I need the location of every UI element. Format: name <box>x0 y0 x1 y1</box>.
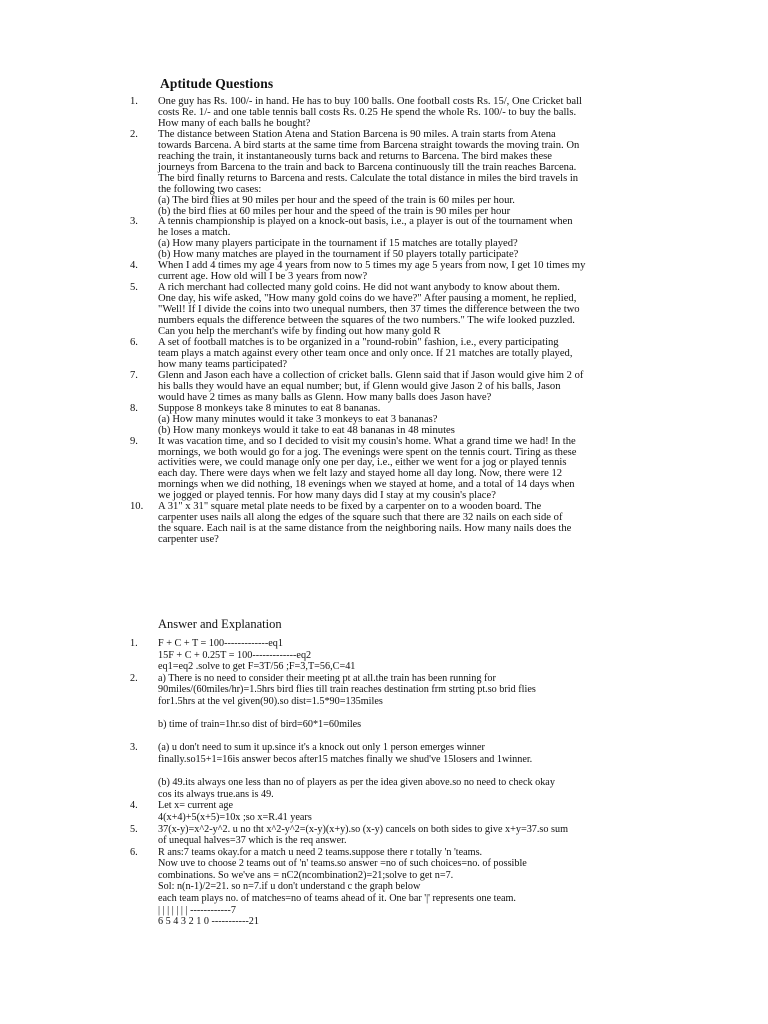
question-item-text <box>158 502 658 546</box>
text-line: 90miles/(60miles/hr)=1.5hrs bird flies till train reaches destination frm strting pt.so brid flies <box>158 684 536 696</box>
answer-item-number: 3. <box>130 742 138 754</box>
text-line: R ans:7 teams okay.for a match u need 2 teams.suppose there r totally 'n 'teams. <box>158 846 483 858</box>
question-item-text <box>158 404 658 437</box>
text-line: One guy has Rs. 100/- in hand. He has to buy 100 balls. One football costs Rs. 15/, One Cricket ball <box>158 96 582 107</box>
text-line: Now uve to choose 2 teams out of 'n' teams.so answer =no of such choices=no. of possible <box>158 858 527 870</box>
question-item <box>130 97 658 130</box>
question-item-number: 1. <box>130 96 138 107</box>
text-line: (a) The bird flies at 90 miles per hour and the speed of the train is 60 miles per hour. <box>158 194 515 206</box>
answer-item <box>130 742 658 800</box>
document-title: Aptitude Questions <box>160 76 274 91</box>
text-line: (a) How many players participate in the tournament if 15 matches are totally played? <box>158 238 518 250</box>
text-line: team plays a match against every other team once and only once. If 21 matches are totally played, <box>158 347 573 359</box>
text-line: numbers equals the difference between the squares of the two numbers." The wife looked puzzled. <box>158 315 575 327</box>
text-line: how many teams participated? <box>158 358 288 370</box>
question-item <box>130 130 658 218</box>
text-line: A rich merchant had collected many gold coins. He did not want anybody to know about them. <box>158 282 560 294</box>
text-line: of unequal halves=37 which is the req answer. <box>158 835 347 847</box>
question-item-number: 8. <box>130 402 138 414</box>
answer-item-number: 4. <box>130 800 138 812</box>
text-line: finally.so15+1=16is answer becos after15 matches finally we shud've 15losers and 1winner. <box>158 753 533 765</box>
answer-item-text <box>158 800 658 823</box>
question-item-text <box>158 97 658 130</box>
questions-list <box>130 97 658 546</box>
question-item-text <box>158 130 658 218</box>
text-line: 37(x-y)=x^2-y^2. u no tht x^2-y^2=(x-y)(x+y).so (x-y) cancels on both sides to give x+y=37.so sum <box>158 823 569 835</box>
text-line: carpenter use? <box>158 534 219 546</box>
answer-item <box>130 824 658 847</box>
text-line: A set of football matches is to be organized in a "round-robin" fashion, i.e., every participating <box>158 336 559 348</box>
text-line: It was vacation time, and so I decided to visit my cousin's home. What a grand time we had! In the <box>158 435 576 447</box>
text-line: | | | | | | | ------------7 <box>158 904 236 916</box>
text-line: (b) How many monkeys would it take to eat 48 bananas in 48 minutes <box>158 424 455 436</box>
question-item <box>130 371 658 404</box>
question-item-number: 7. <box>130 369 138 381</box>
question-item <box>130 404 658 437</box>
question-item <box>130 338 658 371</box>
text-line: (b) How many matches are played in the tournament if 50 players totally participate? <box>158 249 519 261</box>
text-line: 4(x+4)+5(x+5)=10x ;so x=R.41 years <box>158 811 312 823</box>
answer-item-number: 5. <box>130 823 138 835</box>
text-line: (b) the bird flies at 60 miles per hour and the speed of the train is 90 miles per hour <box>158 205 511 217</box>
question-item <box>130 437 658 503</box>
text-line: would have 2 times as many balls as Glenn. How many balls does Jason have? <box>158 391 492 403</box>
text-line: (b) 49.its always one less than no of players as per the idea given above.so no need to check okay <box>158 777 555 789</box>
question-item-text <box>158 437 658 503</box>
text-line: each day. There were days when we felt lazy and stayed home all day long. Now, there were 12 <box>158 468 563 480</box>
text-line: Let x= current age <box>158 800 234 812</box>
question-item <box>130 502 658 546</box>
text-line: activities were, we could manage only one per day, i.e., either we went for a jog or played tennis <box>158 457 567 469</box>
text-line: (a) u don't need to sum it up.since it's a knock out only 1 person emerges winner <box>158 742 485 754</box>
answer-item <box>130 638 658 673</box>
text-line: Suppose 8 monkeys take 8 minutes to eat 8 bananas. <box>158 402 381 414</box>
text-line: a) There is no need to consider their meeting pt at all.the train has been running for <box>158 672 496 684</box>
answers-list <box>130 638 658 928</box>
text-line: 6 5 4 3 2 1 0 -----------21 <box>158 916 259 928</box>
text-line: b) time of train=1hr.so dist of bird=60*1=60miles <box>158 719 362 731</box>
text-line: mornings when we did nothing, 18 evenings when we stayed at home, and a total of 14 days when <box>158 479 575 491</box>
text-line: combinations. So we've ans = nC2(ncombination2)=21;solve to get n=7. <box>158 869 454 881</box>
text-line: One day, his wife asked, "How many gold coins do we have?" After pausing a moment, he replied, <box>158 293 577 305</box>
text-line: towards Barcena. A bird starts at the same time from Barcena straight towards the moving train. On <box>158 139 580 151</box>
question-item-number: 9. <box>130 435 138 447</box>
question-item-number: 4. <box>130 260 138 272</box>
answer-item-number: 1. <box>130 638 138 649</box>
text-line: 15F + C + 0.25T = 100-------------eq2 <box>158 649 312 661</box>
question-item <box>130 283 658 338</box>
text-line: The bird finally returns to Barcena and rests. Calculate the total distance in miles the bird travels in <box>158 172 579 184</box>
text-line: F + C + T = 100-------------eq1 <box>158 638 283 649</box>
text-line: When I add 4 times my age 4 years from now to 5 times my age 5 years from now, I get 10 times my <box>158 260 586 272</box>
answer-item-number: 2. <box>130 672 138 684</box>
question-item <box>130 217 658 261</box>
text-line: A 31" x 31" square metal plate needs to be fixed by a carpenter on to a wooden board. The <box>158 501 542 513</box>
text-line: the following two cases: <box>158 183 262 195</box>
answer-item-text <box>158 638 658 673</box>
question-item-text <box>158 217 658 261</box>
text-line: his balls they would have an equal number; but, if Glenn would give Jason 2 of his balls, Jason <box>158 380 561 392</box>
text-line: Glenn and Jason each have a collection of cricket balls. Glenn said that if Jason would give him 2 of <box>158 369 584 381</box>
answer-item <box>130 847 658 928</box>
text-line: "Well! If I divide the coins into two unequal numbers, then 37 times the difference between the two <box>158 304 580 316</box>
text-line: current age. How old will I be 3 years from now? <box>158 271 368 283</box>
text-line: eq1=eq2 .solve to get F=3T/56 ;F=3,T=56,C=41 <box>158 661 356 673</box>
text-line: How many of each balls he bought? <box>158 117 311 129</box>
answers-heading: Answer and Explanation <box>158 617 282 631</box>
text-line: we jogged or played tennis. For how many days did I stay at my cousin's place? <box>158 490 496 502</box>
question-item-number: 10. <box>130 501 144 513</box>
text-line: A tennis championship is played on a knock-out basis, i.e., a player is out of the tournament when <box>158 216 573 228</box>
text-line: cos its always true.ans is 49. <box>158 788 274 800</box>
blank-line <box>158 731 658 743</box>
text-line: costs Re. 1/- and one table tennis ball costs Rs. 0.25 He spend the whole Rs. 100/- to buy the balls. <box>158 106 577 118</box>
answer-item-text <box>158 847 658 928</box>
answer-item-text <box>158 824 658 847</box>
answer-item <box>130 800 658 823</box>
text-line: journeys from Barcena to the train and back to Barcena continuously till the train reaches Barcena. <box>158 161 577 173</box>
answer-item-text <box>158 742 658 800</box>
question-item-number: 2. <box>130 128 138 140</box>
blank-line <box>158 708 658 720</box>
question-item-text <box>158 283 658 338</box>
question-item <box>130 261 658 283</box>
answer-item-number: 6. <box>130 846 138 858</box>
question-item-text <box>158 371 658 404</box>
text-line: mornings, we both would go for a jog. The evenings were spent on the tennis court. Tiring as these <box>158 446 577 458</box>
question-item-text <box>158 261 658 283</box>
text-line: reaching the train, it instantaneously turns back and returns to Barcena. The bird makes these <box>158 150 553 162</box>
text-line: The distance between Station Atena and Station Barcena is 90 miles. A train starts from Atena <box>158 128 556 140</box>
text-line: the square. Each nail is at the same distance from the neighboring nails. How many nails does the <box>158 523 572 535</box>
text-line: (a) How many minutes would it take 3 monkeys to eat 3 bananas? <box>158 413 438 425</box>
answer-item <box>130 673 658 743</box>
text-line: he loses a match. <box>158 227 231 239</box>
blank-line <box>158 766 658 778</box>
text-line: each team plays no. of matches=no of teams ahead of it. One bar '|' represents one team. <box>158 893 516 905</box>
text-line: for1.5hrs at the vel given(90).so dist=1.5*90=135miles <box>158 695 383 707</box>
answer-item-text <box>158 673 658 743</box>
question-item-text <box>158 338 658 371</box>
question-item-number: 3. <box>130 216 138 228</box>
text-line: carpenter uses nails all along the edges of the square such that there are 32 nails on each side of <box>158 512 563 524</box>
question-item-number: 6. <box>130 336 138 348</box>
text-line: Can you help the merchant's wife by finding out how many gold R <box>158 326 441 338</box>
text-line: Sol: n(n-1)/2=21. so n=7.if u don't understand c the graph below <box>158 881 421 893</box>
question-item-number: 5. <box>130 282 138 294</box>
